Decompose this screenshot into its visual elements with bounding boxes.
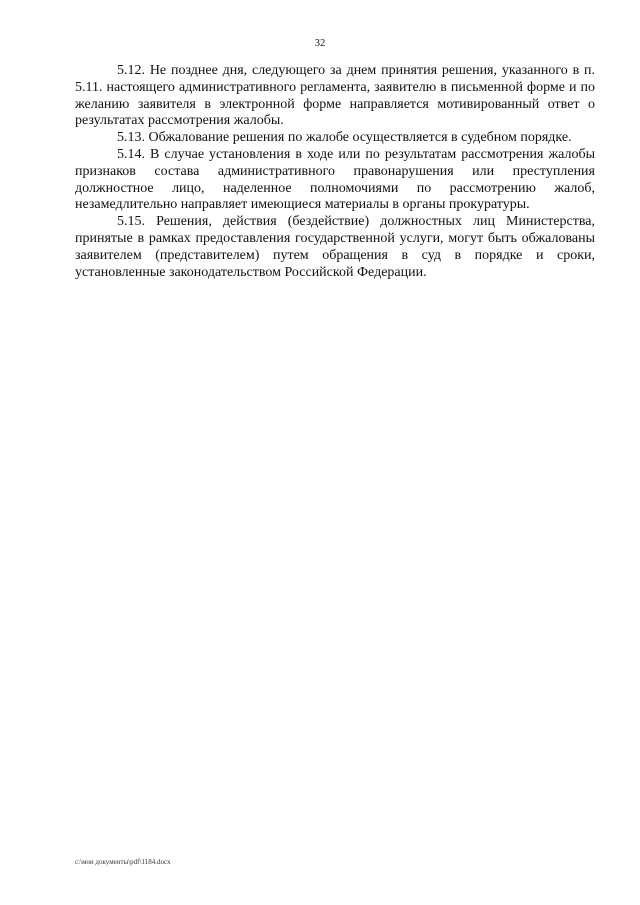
page-number: 32 — [314, 38, 326, 49]
paragraph-5-14: 5.14. В случае установления в ходе или по результатам рассмотрения жалобы признаков состава административного правонарушения или преступления должностное лицо, наделенное полномочиями по рассмотрению жалоб, незамедлительно направляет имеющиеся материалы в органы прокуратуры. — [75, 146, 595, 213]
document-body — [75, 63, 595, 281]
footer-file-path: c:\мои документы\pdf\1184.docx — [75, 858, 171, 866]
paragraph-5-12: 5.12. Не позднее дня, следующего за днем принятия решения, указанного в п. 5.11. настоящего административного регламента, заявителю в письменной форме и по желанию заявителя в электронной форме направляется мотивированный ответ о результатах рассмотрения жалобы. — [75, 63, 595, 129]
paragraph-5-15: 5.15. Решения, действия (бездействие) должностных лиц Министерства, принятые в рамках предоставления государственной услуги, могут быть обжалованы заявителем (представителем) путем обращения в суд в порядке и сроки, установленные законодательством Российской Федерации. — [75, 214, 595, 280]
paragraph-5-13: 5.13. Обжалование решения по жалобе осуществляется в судебном порядке. — [117, 130, 572, 146]
